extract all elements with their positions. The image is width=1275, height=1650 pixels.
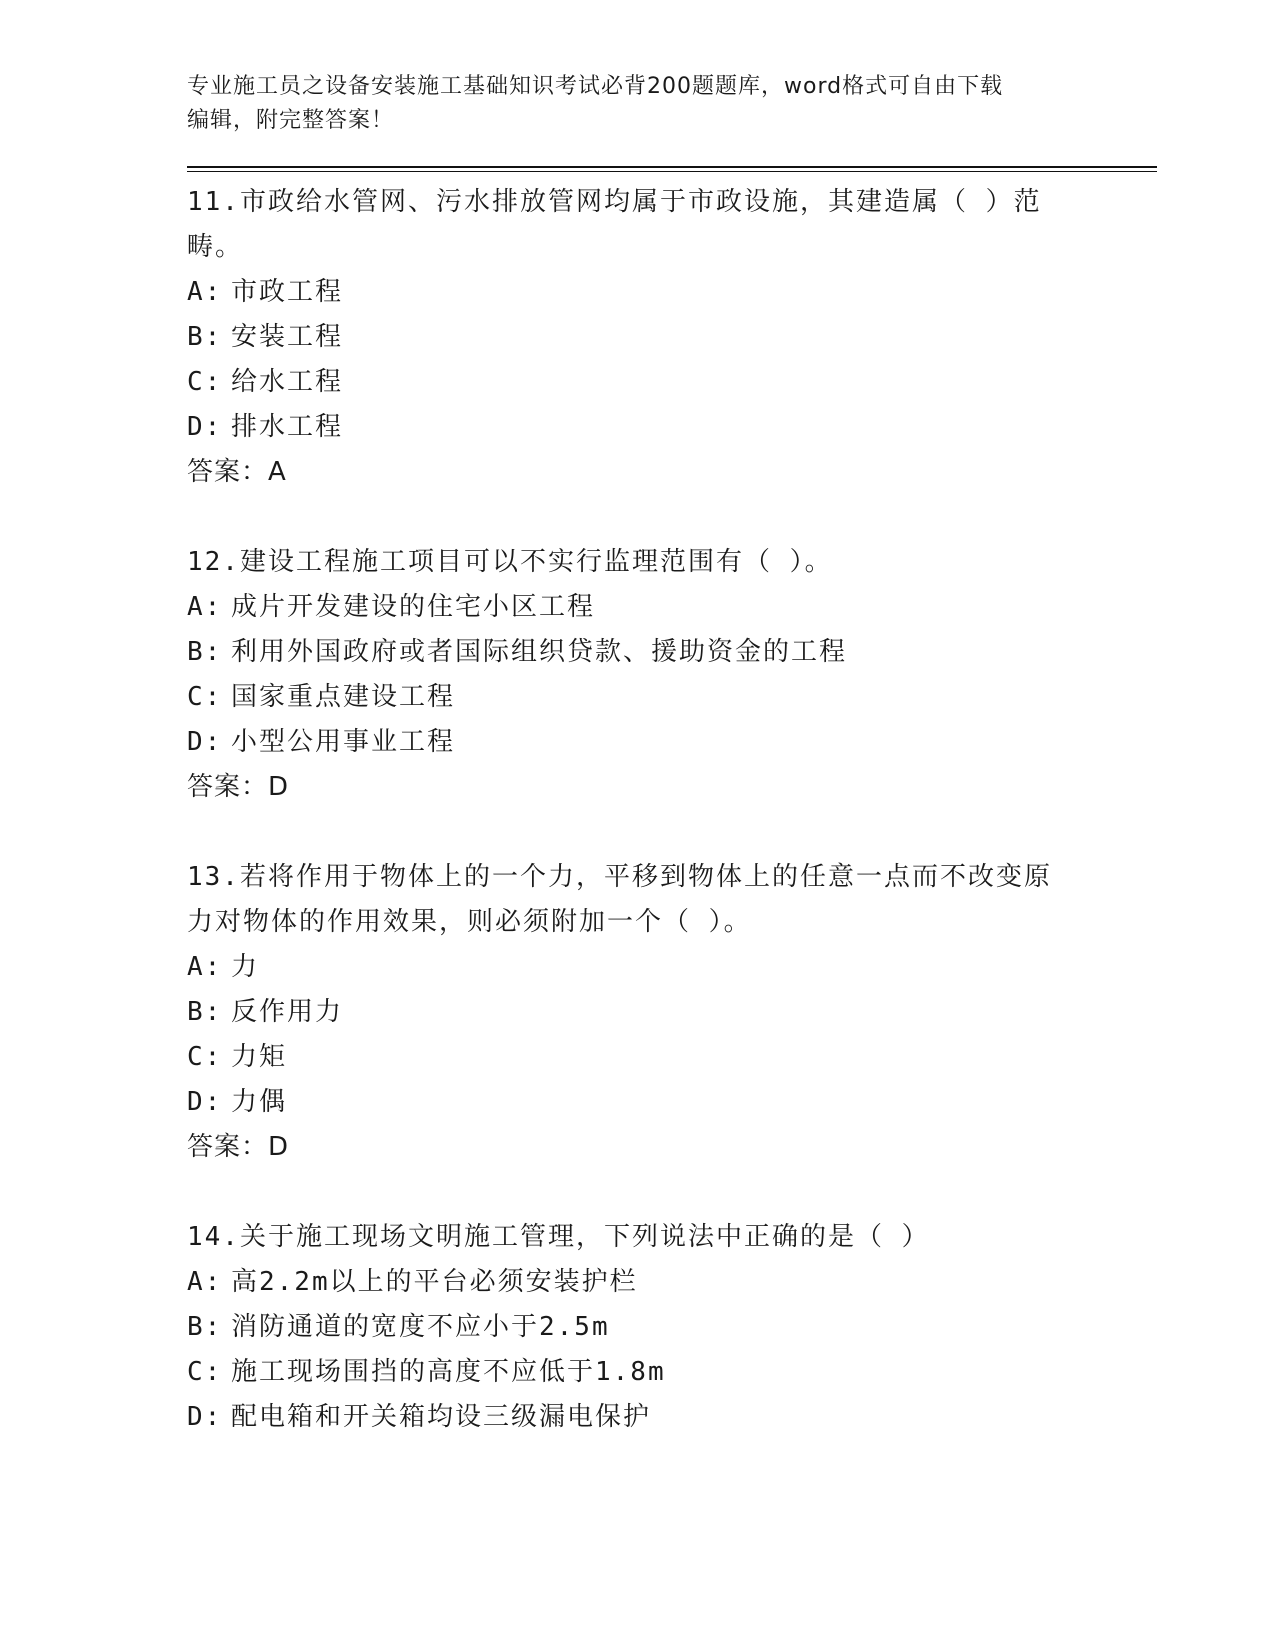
option-text: 国家重点建设工程 bbox=[231, 682, 456, 712]
option-text: 给水工程 bbox=[231, 367, 344, 397]
option-d bbox=[187, 720, 1157, 765]
option-text: 反作用力 bbox=[231, 997, 344, 1027]
option-b bbox=[187, 630, 1157, 675]
answer-line: 答案：A bbox=[187, 457, 287, 487]
option-letter: B: bbox=[187, 322, 223, 352]
header-line-2: 编辑，附完整答案！ bbox=[187, 108, 395, 133]
option-letter: D: bbox=[187, 1087, 223, 1117]
option-text: 力偶 bbox=[231, 1087, 288, 1117]
option-text: 消防通道的宽度不应小于2.5m bbox=[231, 1312, 610, 1342]
option-letter: A: bbox=[187, 277, 223, 307]
option-d bbox=[187, 1080, 1157, 1125]
option-text: 配电箱和开关箱均设三级漏电保护 bbox=[231, 1402, 652, 1432]
option-d bbox=[187, 405, 1157, 450]
question-stem: 11.市政给水管网、污水排放管网均属于市政设施，其建造属（ ）范畴。 bbox=[187, 187, 1042, 262]
option-letter: D: bbox=[187, 727, 223, 757]
option-letter: C: bbox=[187, 367, 223, 397]
option-a bbox=[187, 945, 1157, 990]
option-letter: D: bbox=[187, 1402, 223, 1432]
option-text: 高2.2m以上的平台必须安装护栏 bbox=[231, 1267, 638, 1297]
option-letter: A: bbox=[187, 1267, 223, 1297]
question-11 bbox=[187, 180, 1157, 495]
option-c bbox=[187, 1035, 1157, 1080]
option-c bbox=[187, 1350, 1157, 1395]
document-page bbox=[187, 70, 1157, 1485]
question-list bbox=[187, 180, 1157, 1440]
option-letter: C: bbox=[187, 1357, 223, 1387]
option-text: 市政工程 bbox=[231, 277, 344, 307]
document-header bbox=[187, 70, 1067, 138]
option-a bbox=[187, 585, 1157, 630]
option-text: 排水工程 bbox=[231, 412, 344, 442]
option-text: 利用外国政府或者国际组织贷款、援助资金的工程 bbox=[231, 637, 848, 667]
question-stem: 14.关于施工现场文明施工管理，下列说法中正确的是（ ） bbox=[187, 1222, 930, 1252]
option-letter: A: bbox=[187, 952, 223, 982]
question-12 bbox=[187, 540, 1157, 810]
question-14 bbox=[187, 1215, 1157, 1440]
option-b bbox=[187, 990, 1157, 1035]
question-stem: 13.若将作用于物体上的一个力，平移到物体上的任意一点而不改变原力对物体的作用效果，则必须附加一个（ ）。 bbox=[187, 862, 1052, 937]
option-text: 小型公用事业工程 bbox=[231, 727, 456, 757]
option-letter: B: bbox=[187, 637, 223, 667]
header-divider bbox=[187, 166, 1157, 168]
option-a bbox=[187, 1260, 1157, 1305]
option-letter: A: bbox=[187, 592, 223, 622]
option-text: 力矩 bbox=[231, 1042, 288, 1072]
answer-line: 答案：D bbox=[187, 1132, 290, 1162]
option-c bbox=[187, 675, 1157, 720]
option-letter: C: bbox=[187, 1042, 223, 1072]
option-letter: B: bbox=[187, 1312, 223, 1342]
option-b bbox=[187, 1305, 1157, 1350]
option-a bbox=[187, 270, 1157, 315]
header-line-1: 专业施工员之设备安装施工基础知识考试必背200题题库，word格式可自由下载 bbox=[187, 74, 1004, 99]
option-letter: D: bbox=[187, 412, 223, 442]
question-13 bbox=[187, 855, 1157, 1170]
option-text: 力 bbox=[231, 952, 260, 982]
option-text: 施工现场围挡的高度不应低于1.8m bbox=[231, 1357, 666, 1387]
answer-line: 答案：D bbox=[187, 772, 290, 802]
option-b bbox=[187, 315, 1157, 360]
option-c bbox=[187, 360, 1157, 405]
question-stem: 12.建设工程施工项目可以不实行监理范围有（ ）。 bbox=[187, 547, 833, 577]
option-d bbox=[187, 1395, 1157, 1440]
option-text: 安装工程 bbox=[231, 322, 344, 352]
option-letter: C: bbox=[187, 682, 223, 712]
option-letter: B: bbox=[187, 997, 223, 1027]
option-text: 成片开发建设的住宅小区工程 bbox=[231, 592, 596, 622]
